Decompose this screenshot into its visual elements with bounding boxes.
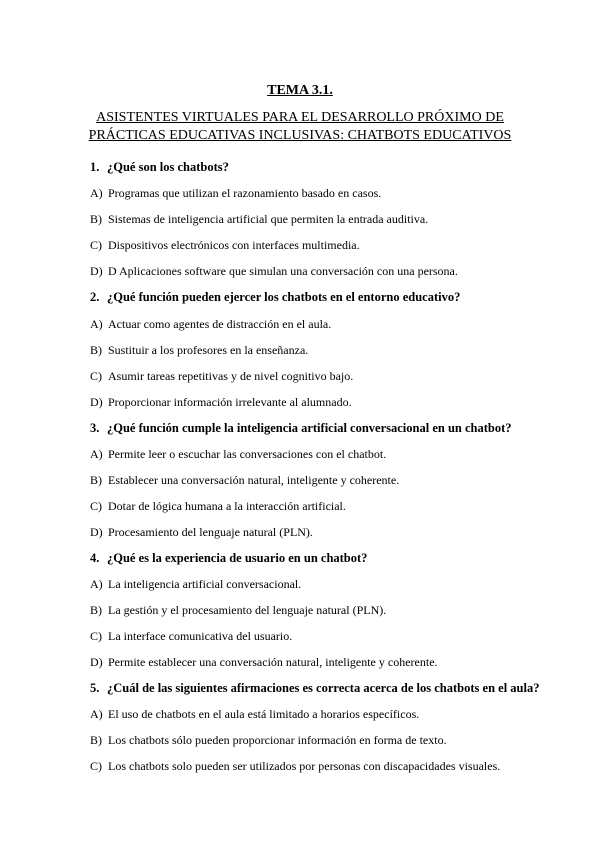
option-text: Programas que utilizan el razonamiento basado en casos.	[108, 186, 382, 200]
option-text: Dispositivos electrónicos con interfaces multimedia.	[108, 238, 360, 252]
topic-number: TEMA 3.1.	[267, 83, 333, 98]
option-letter: B)	[90, 733, 102, 747]
document-title	[40, 109, 560, 145]
question-text: ¿Qué son los chatbots?	[107, 160, 229, 174]
option-text: La interface comunicativa del usuario.	[108, 629, 293, 643]
option-letter: D)	[90, 525, 103, 539]
option-letter: A)	[90, 447, 103, 461]
option-text: Los chatbots solo pueden ser utilizados por personas con discapacidades visuales.	[108, 759, 501, 773]
question-number: 2.	[90, 290, 100, 304]
option-letter: B)	[90, 343, 102, 357]
option-text: El uso de chatbots en el aula está limitado a horarios específicos.	[108, 707, 420, 721]
option-letter: C)	[90, 629, 102, 643]
title-line-2: PRÁCTICAS EDUCATIVAS INCLUSIVAS: CHATBOTS EDUCATIVOS	[88, 128, 512, 143]
option-text: Proporcionar información irrelevante al alumnado.	[108, 395, 352, 409]
option-text: Los chatbots sólo pueden proporcionar información en forma de texto.	[108, 733, 447, 747]
option-text: La gestión y el procesamiento del lenguaje natural (PLN).	[108, 603, 387, 617]
option-text: Procesamiento del lenguaje natural (PLN).	[108, 525, 313, 539]
option-text: Establecer una conversación natural, inteligente y coherente.	[108, 473, 400, 487]
option-letter: B)	[90, 473, 102, 487]
option-text: Permite leer o escuchar las conversaciones con el chatbot.	[108, 447, 387, 461]
option-letter: C)	[90, 759, 102, 773]
option-text: La inteligencia artificial conversacional.	[108, 577, 302, 591]
option-letter: A)	[90, 186, 103, 200]
question-text: ¿Qué es la experiencia de usuario en un chatbot?	[107, 551, 368, 565]
option-letter: A)	[90, 317, 103, 331]
option-letter: B)	[90, 603, 102, 617]
option-text: Sistemas de inteligencia artificial que permiten la entrada auditiva.	[108, 212, 429, 226]
title-line-1: ASISTENTES VIRTUALES PARA EL DESARROLLO PRÓXIMO DE	[96, 110, 504, 125]
question-number: 3.	[90, 421, 100, 435]
option-text: Actuar como agentes de distracción en el aula.	[108, 317, 332, 331]
option-letter: A)	[90, 707, 103, 721]
option-letter: C)	[90, 499, 102, 513]
option-text: Asumir tareas repetitivas y de nivel cognitivo bajo.	[108, 369, 354, 383]
question-number: 5.	[90, 681, 100, 695]
question-text: ¿Qué función pueden ejercer los chatbots en el entorno educativo?	[107, 290, 461, 304]
option-letter: B)	[90, 212, 102, 226]
question-number: 4.	[90, 551, 100, 565]
question-text: ¿Cuál de las siguientes afirmaciones es correcta acerca de los chatbots en el aula?	[107, 681, 540, 695]
option-letter: A)	[90, 577, 103, 591]
option-letter: D)	[90, 395, 103, 409]
option-letter: D)	[90, 655, 103, 669]
option-letter: C)	[90, 238, 102, 252]
option-text: Dotar de lógica humana a la interacción artificial.	[108, 499, 346, 513]
option-text: Permite establecer una conversación natural, inteligente y coherente.	[108, 655, 438, 669]
option-text: D Aplicaciones software que simulan una conversación con una persona.	[108, 264, 458, 278]
question-number: 1.	[90, 160, 100, 174]
option-text: Sustituir a los profesores en la enseñanza.	[108, 343, 309, 357]
option-letter: C)	[90, 369, 102, 383]
question-text: ¿Qué función cumple la inteligencia artificial conversacional en un chatbot?	[107, 421, 512, 435]
option-letter: D)	[90, 264, 103, 278]
